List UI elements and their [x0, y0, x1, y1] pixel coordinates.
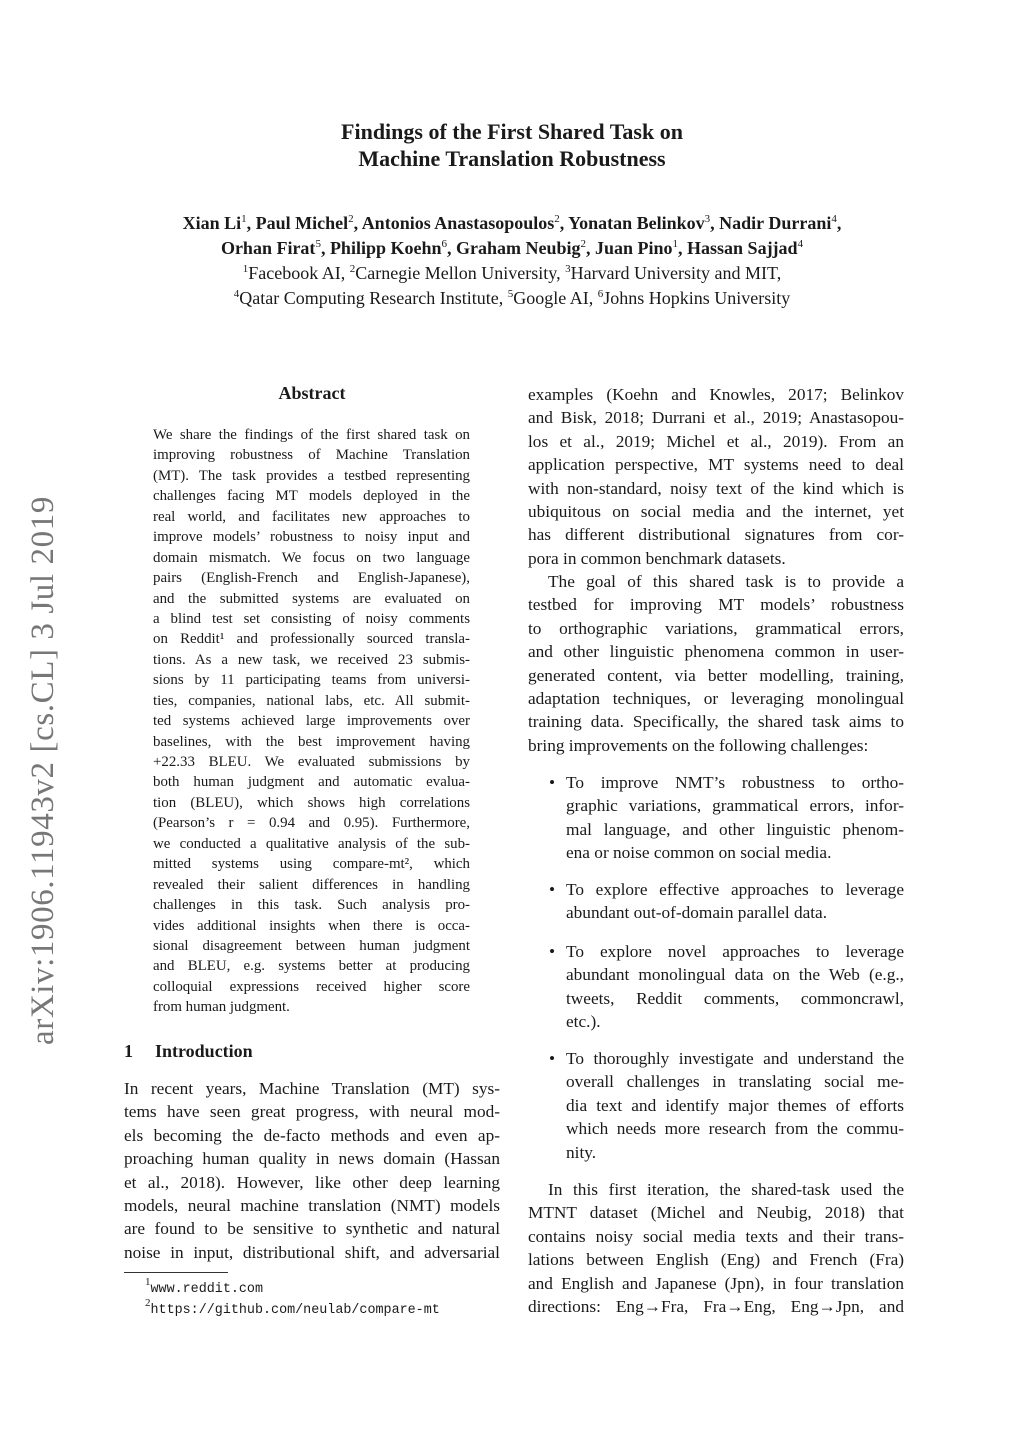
- author-name: Juan Pino: [595, 238, 673, 258]
- abstract-line: baselines, with the best improvement having: [153, 733, 470, 750]
- intro-line: In recent years, Machine Translation (MT) sys-: [124, 1079, 500, 1098]
- footnote: [145, 1299, 440, 1320]
- affil-sup: 4: [233, 288, 240, 300]
- author-line: Orhan Firat$^5$, Philipp Koehn$^6$, Graham Neubig$^2$, Juan Pino$^1$, Hassan Sajjad$^4$: [220, 238, 804, 258]
- bullet-line: To thoroughly investigate and understand the: [566, 1049, 904, 1068]
- body-line: MTNT dataset (Michel and Neubig, 2018) that: [528, 1203, 904, 1223]
- body-line: In this first iteration, the shared-task used the: [548, 1180, 904, 1199]
- author-name: Hassan Sajjad: [687, 238, 798, 258]
- body-line: pora in common benchmark datasets.: [528, 548, 786, 568]
- affil-sup: 3: [565, 263, 571, 275]
- intro-line: tems have seen great progress, with neural mod-: [124, 1102, 500, 1122]
- affil-name: Carnegie Mellon University: [355, 263, 557, 283]
- footnote-divider: [124, 1272, 228, 1273]
- abstract-line: sions by 11 participating teams from universi-: [153, 672, 470, 689]
- abstract-line: (MT). The task provides a testbed representing: [153, 467, 470, 484]
- intro-paragraph: [124, 1077, 500, 1264]
- bullet-item: [566, 878, 904, 925]
- footnotes: [145, 1278, 440, 1320]
- intro-line: els becoming the de-facto methods and even ap-: [124, 1125, 500, 1145]
- author-list: [0, 211, 1024, 261]
- bullet-marker: •: [549, 1049, 556, 1068]
- section-number: 1: [124, 1041, 133, 1061]
- author-sup: 2: [348, 213, 354, 225]
- abstract-line: and the submitted systems are evaluated on: [153, 590, 470, 607]
- body-line: The goal of this shared task is to provide a: [548, 572, 904, 591]
- abstract-line: pairs (English-French and English-Japanese),: [153, 570, 470, 587]
- right-paragraph-3: [528, 1178, 904, 1318]
- affiliation-line: $^4$Qatar Computing Research Institute, $^5$Google AI, $^6$Johns Hopkins University: [233, 288, 791, 308]
- paper-title: [0, 118, 1024, 172]
- abstract-line: colloquial expressions received higher score: [153, 978, 470, 995]
- intro-line: proaching human quality in news domain (Hassan: [124, 1149, 500, 1169]
- abstract-line: challenges in this task. Such analysis pro-: [153, 897, 470, 914]
- footnote-number: 2: [145, 1297, 151, 1309]
- author-name: Philipp Koehn: [329, 238, 442, 258]
- author-sup: 2: [554, 213, 560, 225]
- abstract-line: we conducted a qualitative analysis of the sub-: [153, 835, 470, 852]
- body-line: to orthographic variations, grammatical errors,: [528, 618, 904, 638]
- abstract-line: improving robustness of Machine Translation: [153, 447, 470, 464]
- affil-name: Google AI: [513, 288, 589, 308]
- bullet-line: abundant monolingual data on the Web (e.g.,: [566, 965, 904, 985]
- author-sup: 4: [831, 213, 837, 225]
- footnote-link[interactable]: www.reddit.com: [150, 1282, 263, 1297]
- intro-line: models, neural machine translation (NMT) models: [124, 1195, 500, 1215]
- abstract-line: tion (BLEU), which shows high correlations: [153, 794, 470, 811]
- body-line: has different distributional signatures from cor-: [528, 525, 904, 545]
- author-name: Paul Michel: [255, 213, 349, 233]
- abstract-line: improve models’ robustness to noisy input and: [153, 529, 470, 546]
- body-line: lations between English (Eng) and French (Fra): [528, 1250, 904, 1270]
- abstract-line: both human judgment and automatic evalua-: [153, 774, 470, 791]
- bullet-line: which needs more research from the commu-: [566, 1119, 904, 1139]
- author-sup: 5: [315, 238, 321, 250]
- author-name: Orhan Firat: [220, 238, 316, 258]
- body-line: adaptation techniques, or leveraging monolingual: [528, 688, 904, 708]
- abstract-line: sional disagreement between human judgment: [153, 937, 470, 954]
- bullet-item: [566, 1047, 904, 1164]
- section-heading: [124, 1041, 253, 1062]
- section-title: Introduction: [155, 1041, 253, 1061]
- body-line: contains noisy social media texts and their trans-: [528, 1226, 904, 1246]
- body-line: examples (Koehn and Knowles, 2017; Belinkov: [528, 385, 904, 404]
- bullet-line: To explore effective approaches to leverage: [566, 880, 904, 899]
- abstract-line: tions. As a new task, we received 23 submis-: [153, 651, 470, 668]
- body-line: and other linguistic phenomena common in user-: [528, 642, 904, 662]
- body-line: training data. Specifically, the shared task aims to: [528, 712, 904, 732]
- bullet-line: abundant out-of-domain parallel data.: [566, 903, 828, 923]
- abstract-line: revealed their salient differences in handling: [153, 876, 470, 893]
- author-sup: 2: [580, 238, 586, 250]
- right-paragraph-2: [528, 570, 904, 757]
- body-line: los et al., 2019; Michel et al., 2019). From an: [528, 431, 904, 451]
- affil-sup: 5: [507, 288, 514, 300]
- intro-line: noise in input, distributional shift, and adversarial: [124, 1242, 500, 1262]
- bullet-line: To explore novel approaches to leverage: [566, 942, 904, 961]
- abstract-line: ties, companies, national labs, etc. All submit-: [153, 692, 470, 709]
- bullet-line: dia text and identify major themes of efforts: [566, 1095, 904, 1115]
- body-line: bring improvements on the following challenges:: [528, 735, 869, 755]
- arxiv-stamp: arXiv:1906.11943v2 [cs.CL] 3 Jul 2019: [25, 496, 61, 1045]
- abstract-line: a blind test set consisting of noisy comments: [153, 610, 470, 627]
- bullet-item: [566, 940, 904, 1034]
- abstract-line: domain mismatch. We focus on two language: [153, 549, 470, 566]
- abstract-line: from human judgment.: [153, 999, 290, 1016]
- author-name: Yonatan Belinkov: [568, 213, 705, 233]
- abstract-line: real world, and facilitates new approaches to: [153, 508, 470, 525]
- body-line: and English and Japanese (Jpn), in four translation: [528, 1273, 904, 1293]
- bullet-marker: •: [549, 880, 556, 899]
- body-line: and Bisk, 2018; Durrani et al., 2019; Anastasopou-: [528, 408, 904, 428]
- author-sup: 1: [672, 238, 679, 250]
- abstract-line: (Pearson’s r = 0.94 and 0.95). Furthermore,: [153, 815, 470, 832]
- abstract-line: +22.33 BLEU. We evaluated submissions by: [153, 754, 470, 770]
- author-sup: 4: [797, 238, 804, 250]
- bullet-line: graphic variations, grammatical errors, infor-: [566, 796, 904, 816]
- intro-line: et al., 2018). However, like other deep learning: [124, 1172, 500, 1192]
- body-line: with non-standard, noisy text of the kind which is: [528, 478, 904, 498]
- affil-sup: 1: [242, 263, 249, 275]
- abstract-line: and BLEU, e.g. systems better at producing: [153, 958, 470, 975]
- intro-line: are found to be sensitive to synthetic and natural: [124, 1219, 500, 1239]
- abstract-line: vides additional insights when there is occa-: [153, 917, 470, 934]
- author-sup: 1: [241, 213, 247, 225]
- author-line: Xian Li$^1$, Paul Michel$^2$, Antonios Anastasopoulos$^2$, Yonatan Belinkov$^3$, Nadir Durrani$^4$,: [182, 213, 842, 233]
- author-sup: 6: [441, 238, 447, 250]
- title-line: Machine Translation Robustness: [358, 146, 666, 171]
- abstract-line: mitted systems using compare-mt², which: [153, 856, 470, 873]
- bullet-line: tweets, Reddit comments, commoncrawl,: [566, 988, 904, 1008]
- abstract-heading: Abstract: [278, 383, 346, 403]
- bullet-line: etc.).: [566, 1012, 601, 1032]
- affil-sup: 2: [349, 263, 356, 275]
- affil-name: Harvard University and MIT: [570, 263, 777, 283]
- body-line: application perspective, MT systems need to deal: [528, 455, 904, 475]
- body-line: generated content, via better modelling, training,: [528, 665, 904, 685]
- body-line: directions: Eng→Fra, Fra→Eng, Eng→Jpn, and: [528, 1296, 904, 1316]
- affiliation-line: $^1$Facebook AI, $^2$Carnegie Mellon University, $^3$Harvard University and MIT,: [242, 263, 782, 283]
- author-name: Graham Neubig: [455, 238, 581, 258]
- title-line: Findings of the First Shared Task on: [341, 119, 683, 144]
- body-line: testbed for improving MT models’ robustness: [528, 595, 904, 615]
- footnote-number: 1: [145, 1276, 151, 1288]
- footnote: [145, 1278, 440, 1299]
- affil-name: Qatar Computing Research Institute: [239, 288, 499, 308]
- bullet-line: To improve NMT’s robustness to ortho-: [566, 773, 904, 792]
- body-line: ubiquitous on social media and the internet, yet: [528, 501, 904, 521]
- author-name: Antonios Anastasopoulos: [361, 213, 555, 233]
- abstract-line: We share the findings of the first shared task on: [153, 427, 470, 443]
- abstract-line: ted systems achieved large improvements over: [153, 713, 470, 730]
- footnote-link[interactable]: https://github.com/neulab/compare-mt: [150, 1303, 440, 1318]
- abstract-line: on Reddit¹ and professionally sourced transla-: [153, 631, 470, 648]
- bullet-line: ena or noise common on social media.: [566, 843, 832, 863]
- author-sup: 3: [704, 213, 711, 225]
- author-name: Xian Li: [182, 213, 242, 233]
- author-name: Nadir Durrani: [719, 213, 832, 233]
- bullet-item: [566, 771, 904, 865]
- abstract-body: [153, 425, 470, 1018]
- affil-name: Johns Hopkins University: [603, 288, 791, 308]
- bullet-line: nity.: [566, 1142, 597, 1162]
- bullet-marker: •: [549, 942, 556, 961]
- affil-sup: 6: [597, 288, 604, 300]
- affiliations: [0, 261, 1024, 311]
- right-paragraph-1: [528, 383, 904, 570]
- bullet-line: overall challenges in translating social me-: [566, 1072, 904, 1092]
- abstract-line: challenges facing MT models deployed in the: [153, 488, 470, 505]
- bullet-line: mal language, and other linguistic phenom-: [566, 819, 904, 839]
- bullet-marker: •: [549, 773, 556, 792]
- affil-name: Facebook AI: [248, 263, 341, 283]
